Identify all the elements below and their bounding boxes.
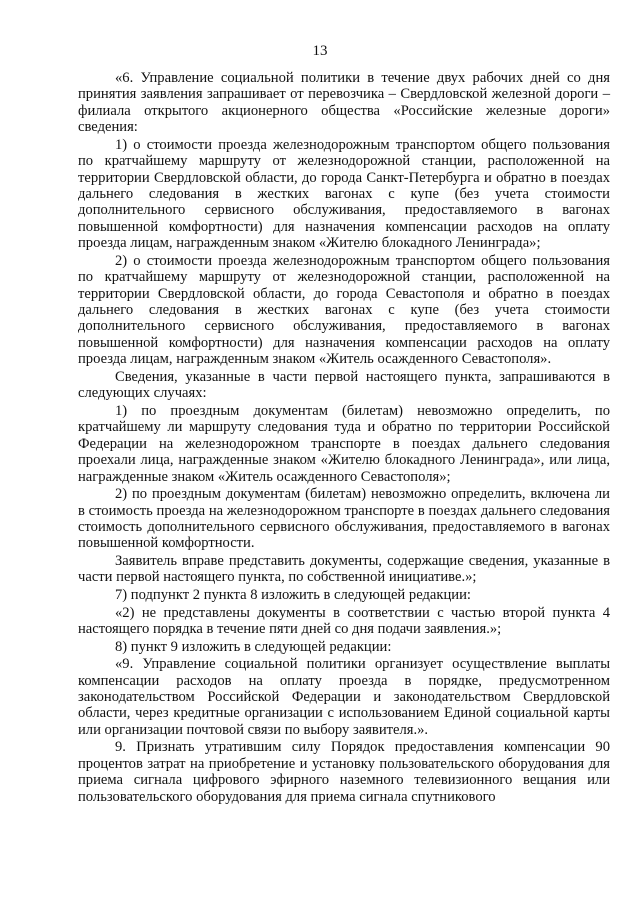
paragraph-subitem-2-sevastopol: 2) о стоимости проезда железнодорожным транспортом общего пользования по кратчайшему маршруту от железнодорожной станции, расположенной на территории Свердловской области, до города Севастополя и обратно в поездах дальнего следования в жестких вагонах с купе (без учета стоимости дополнительного сервисного обслуживания, предоставляемого в вагонах повышенной комфортности) для назначения компенсации расходов на оплату проезда лицам, награжденным знаком «Житель осажденного Севастополя». [78, 252, 610, 368]
paragraph-amendment-7-text: «2) не представлены документы в соответствии с частью второй пункта 4 настоящего порядка в течение пяти дней со дня подачи заявления.»; [78, 604, 610, 637]
paragraph-amendment-7: 7) подпункт 2 пункта 8 изложить в следующей редакции: [115, 586, 471, 603]
paragraph-cases-intro: Сведения, указанные в части первой настоящего пункта, запрашиваются в следующих случаях: [78, 368, 610, 402]
paragraph-case-2: 2) по проездным документам (билетам) невозможно определить, включена ли в стоимость проезда на железнодорожном транспорте в поездах дальнего следования стоимость дополнительного сервисного обслуживания, предоставляемого в вагонах повышенной комфортности. [78, 486, 610, 552]
document-body [78, 70, 610, 806]
paragraph-subitem-1-leningrad: 1) о стоимости проезда железнодорожным транспортом общего пользования по кратчайшему маршруту от железнодорожной станции, расположенной на территории Свердловской области, до города Санкт-Петербурга и обратно в поездах дальнего следования в жестких вагонах с купе (без учета стоимости дополнительного сервисного обслуживания, предоставляемого в вагонах повышенной комфортности) для назначения компенсации расходов на оплату проезда лицам, награжденным знаком «Жителю блокадного Ленинграда»; [78, 136, 610, 252]
paragraph-item-9: 9. Признать утратившим силу Порядок предоставления компенсации 90 процентов затрат на приобретение и установку пользовательского оборудования для приема сигнала цифрового эфирного наземного телевизионного вещания или пользовательского оборудования для приема сигнала спутникового [78, 739, 610, 805]
paragraph-amendment-8-text: «9. Управление социальной политики организует осуществление выплаты компенсации расходов на оплату проезда в порядке, предусмотренном законодательством Российской Федерации и законодательством Свердловской области, через кредитные организации с использованием Единой социальной карты или организации почтовой связи по выбору заявителя.». [78, 656, 610, 738]
paragraph-amendment-8: 8) пункт 9 изложить в следующей редакции: [115, 638, 392, 655]
paragraph-case-1: 1) по проездным документам (билетам) невозможно определить, по кратчайшему ли маршруту следования туда и обратно по территории Российской Федерации на железнодорожном транспорте в поездах дальнего следования проехали лица, награжденные знаком «Жителю блокадного Ленинграда», или лица, награжденные знаком «Житель осажденного Севастополя»; [78, 402, 610, 485]
paragraph-item-6: «6. Управление социальной политики в течение двух рабочих дней со дня принятия заявления запрашивает от перевозчика – Свердловской железной дороги – филиала открытого акционерного общества «Российские железные дороги» сведения: [78, 70, 610, 136]
paragraph-applicant-right: Заявитель вправе представить документы, содержащие сведения, указанные в части первой настоящего пункта, по собственной инициативе.»; [78, 552, 610, 586]
page-number: 13 [312, 43, 328, 59]
